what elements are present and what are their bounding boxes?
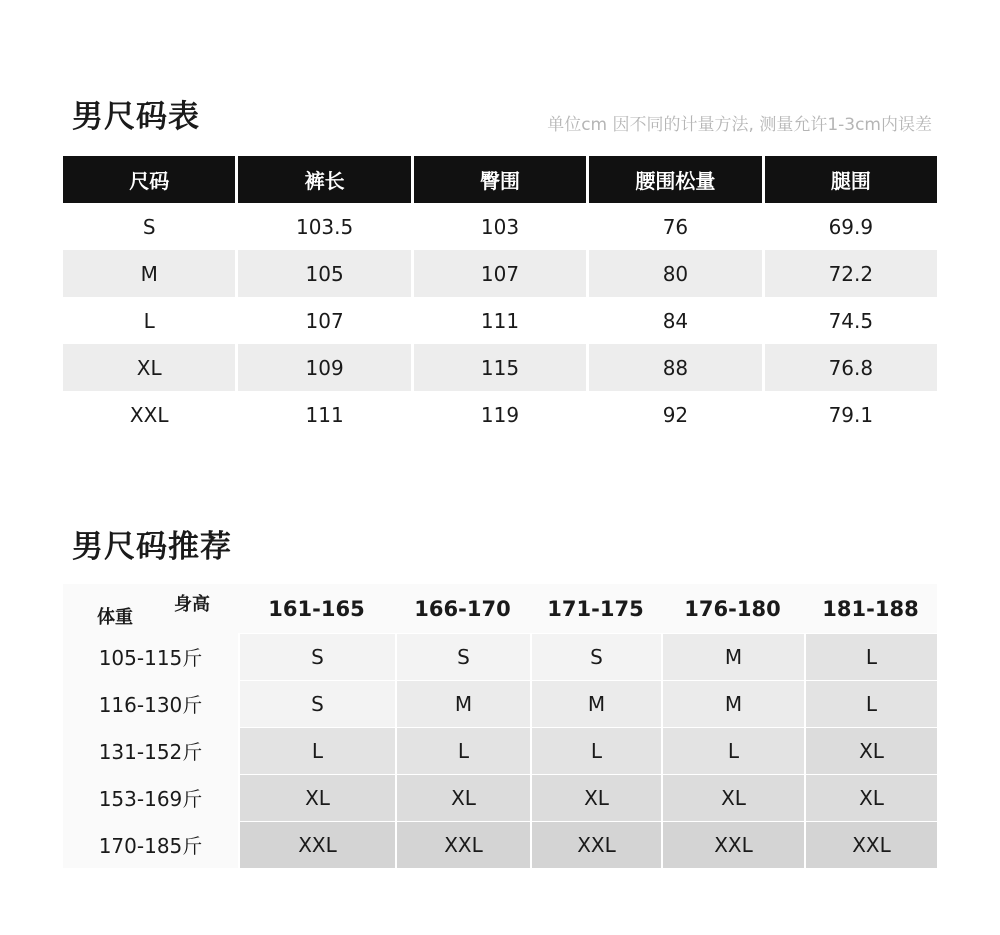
weight-label: 170-185斤 xyxy=(63,821,238,868)
size-recommend-title: 男尺码推荐 xyxy=(72,529,232,565)
size-table xyxy=(63,156,937,438)
table-row xyxy=(63,727,937,774)
cell-hip: 119 xyxy=(414,391,586,438)
height-header: 166-170 xyxy=(395,584,530,633)
cell-thigh: 74.5 xyxy=(765,297,937,344)
cell-size: M xyxy=(63,250,235,297)
cell-size: XXL xyxy=(63,391,235,438)
size-cell: S xyxy=(395,633,530,680)
size-cell: M xyxy=(661,680,804,727)
height-header: 176-180 xyxy=(661,584,804,633)
recommend-table xyxy=(63,584,937,868)
table-row xyxy=(63,821,937,868)
cell-waist: 76 xyxy=(589,203,761,250)
size-cell: XL xyxy=(661,774,804,821)
header-waist: 腰围松量 xyxy=(589,156,761,203)
header-hip: 臀围 xyxy=(414,156,586,203)
weight-label: 116-130斤 xyxy=(63,680,238,727)
table-row xyxy=(63,633,937,680)
size-cell: XXL xyxy=(661,821,804,868)
header-size: 尺码 xyxy=(63,156,235,203)
cell-pants-length: 111 xyxy=(238,391,410,438)
weight-axis-label: 体重 xyxy=(97,607,133,628)
cell-pants-length: 105 xyxy=(238,250,410,297)
size-chart-title: 男尺码表 xyxy=(72,99,200,135)
header-thigh: 腿围 xyxy=(765,156,937,203)
size-cell: L xyxy=(804,680,937,727)
cell-pants-length: 103.5 xyxy=(238,203,410,250)
size-cell: S xyxy=(238,680,395,727)
cell-thigh: 76.8 xyxy=(765,344,937,391)
cell-hip: 107 xyxy=(414,250,586,297)
table-row xyxy=(63,203,937,250)
size-cell: XL xyxy=(804,774,937,821)
size-cell: S xyxy=(530,633,661,680)
table-row xyxy=(63,391,937,438)
cell-size: XL xyxy=(63,344,235,391)
cell-waist: 92 xyxy=(589,391,761,438)
size-cell: XXL xyxy=(238,821,395,868)
size-cell: L xyxy=(238,727,395,774)
cell-waist: 84 xyxy=(589,297,761,344)
size-cell: XL xyxy=(530,774,661,821)
size-cell: XXL xyxy=(530,821,661,868)
table-row xyxy=(63,297,937,344)
cell-pants-length: 109 xyxy=(238,344,410,391)
height-header: 161-165 xyxy=(238,584,395,633)
height-header: 181-188 xyxy=(804,584,937,633)
weight-label: 153-169斤 xyxy=(63,774,238,821)
header-pants-length: 裤长 xyxy=(238,156,410,203)
size-cell: M xyxy=(530,680,661,727)
size-cell: L xyxy=(530,727,661,774)
cell-size: L xyxy=(63,297,235,344)
size-cell: XL xyxy=(238,774,395,821)
size-cell: XXL xyxy=(804,821,937,868)
measurement-note: 单位cm 因不同的计量方法, 测量允许1-3cm内误差 xyxy=(547,115,932,135)
cell-waist: 88 xyxy=(589,344,761,391)
size-table-header xyxy=(63,156,937,203)
weight-label: 131-152斤 xyxy=(63,727,238,774)
size-cell: L xyxy=(661,727,804,774)
cell-waist: 80 xyxy=(589,250,761,297)
weight-label: 105-115斤 xyxy=(63,633,238,680)
size-cell: L xyxy=(395,727,530,774)
cell-hip: 115 xyxy=(414,344,586,391)
size-cell: S xyxy=(238,633,395,680)
height-header: 171-175 xyxy=(530,584,661,633)
cell-hip: 103 xyxy=(414,203,586,250)
size-cell: XL xyxy=(804,727,937,774)
size-cell: XXL xyxy=(395,821,530,868)
table-row xyxy=(63,250,937,297)
cell-thigh: 69.9 xyxy=(765,203,937,250)
diagonal-line xyxy=(63,584,238,633)
table-row xyxy=(63,344,937,391)
table-row xyxy=(63,774,937,821)
cell-size: S xyxy=(63,203,235,250)
corner-cell xyxy=(63,584,238,633)
size-cell: M xyxy=(661,633,804,680)
size-cell: M xyxy=(395,680,530,727)
table-row xyxy=(63,680,937,727)
cell-thigh: 79.1 xyxy=(765,391,937,438)
recommend-header xyxy=(63,584,937,633)
size-cell: L xyxy=(804,633,937,680)
cell-hip: 111 xyxy=(414,297,586,344)
size-cell: XL xyxy=(395,774,530,821)
cell-pants-length: 107 xyxy=(238,297,410,344)
height-axis-label: 身高 xyxy=(174,594,210,615)
cell-thigh: 72.2 xyxy=(765,250,937,297)
